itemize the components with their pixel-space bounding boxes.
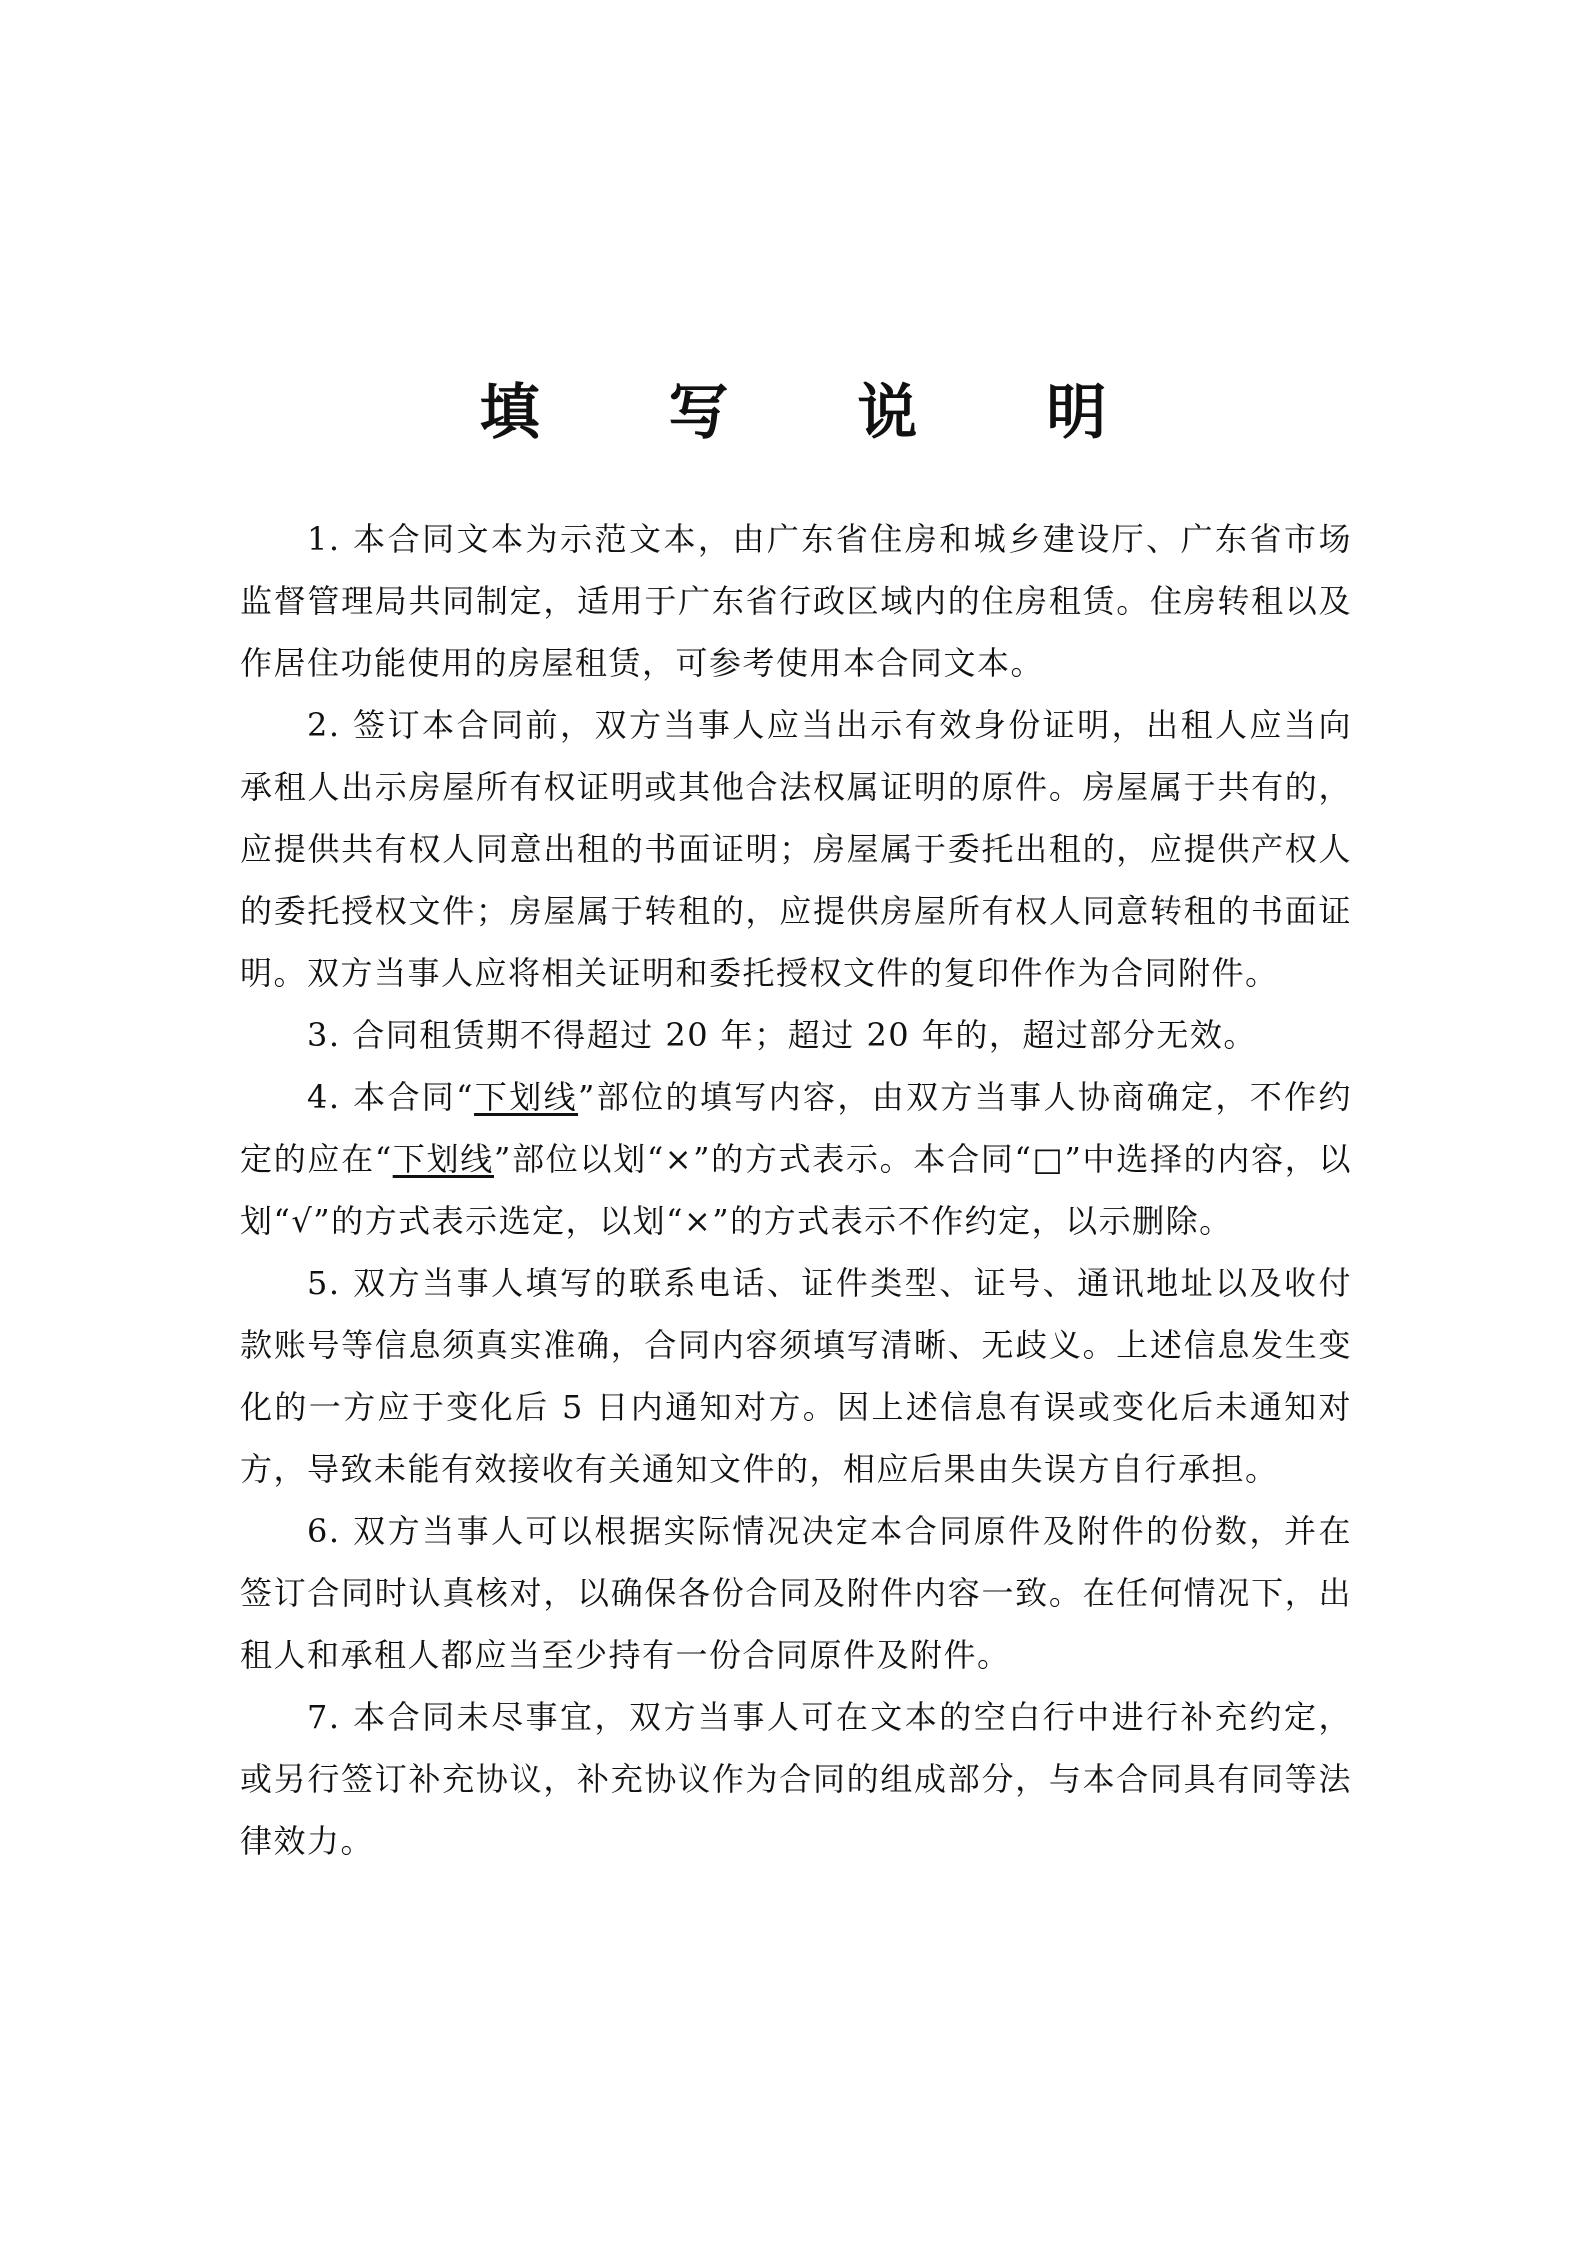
- instructions-body: [240, 508, 1352, 1872]
- instruction-item-4-text-a: 4. 本合同“: [307, 1078, 475, 1116]
- instruction-item-4: [240, 1066, 1352, 1252]
- underline-term: 下划线: [474, 1078, 579, 1116]
- instruction-item-4-text-c: ”部位以划“×”的方式表示。本合同“□”中选择的内容，以划“√”的方式表示选定，以划“×”的方式表示不作约定，以示删除。: [240, 1140, 1352, 1240]
- instruction-item-2: 2. 签订本合同前，双方当事人应当出示有效身份证明，出租人应当向承租人出示房屋所有权证明或其他合法权属证明的原件。房屋属于共有的，应提供共有权人同意出租的书面证明；房屋属于委托出租的，应提供产权人的委托授权文件；房屋属于转租的，应提供房屋所有权人同意转租的书面证明。双方当事人应将相关证明和委托授权文件的复印件作为合同附件。: [240, 706, 1352, 992]
- instruction-item-3: 3. 合同租赁期不得超过 20 年；超过 20 年的，超过部分无效。: [307, 1016, 1257, 1054]
- instruction-item-5: 5. 双方当事人填写的联系电话、证件类型、证号、通讯地址以及收付款账号等信息须真实准确，合同内容须填写清晰、无歧义。上述信息发生变化的一方应于变化后 5 日内通知对方。因上述信息有误或变化后未通知对方，导致未能有效接收有关通知文件的，相应后果由失误方自行承担。: [240, 1264, 1352, 1488]
- underline-term: 下划线: [392, 1140, 495, 1178]
- instruction-item-1: 1. 本合同文本为示范文本，由广东省住房和城乡建设厅、广东省市场监督管理局共同制定，适用于广东省行政区域内的住房租赁。住房转租以及作居住功能使用的房屋租赁，可参考使用本合同文本。: [240, 520, 1352, 682]
- instruction-item-7: 7. 本合同未尽事宜，双方当事人可在文本的空白行中进行补充约定，或另行签订补充协议，补充协议作为合同的组成部分，与本合同具有同等法律效力。: [240, 1698, 1352, 1860]
- page-title: 填 写 说 明: [479, 378, 1161, 448]
- instruction-item-4-text-b: ”部位的填写内容，由双方当事人协商确定，不作约定的应在“: [240, 1078, 1352, 1178]
- instruction-item-6: 6. 双方当事人可以根据实际情况决定本合同原件及附件的份数，并在签订合同时认真核对，以确保各份合同及附件内容一致。在任何情况下，出租人和承租人都应当至少持有一份合同原件及附件。: [240, 1512, 1352, 1674]
